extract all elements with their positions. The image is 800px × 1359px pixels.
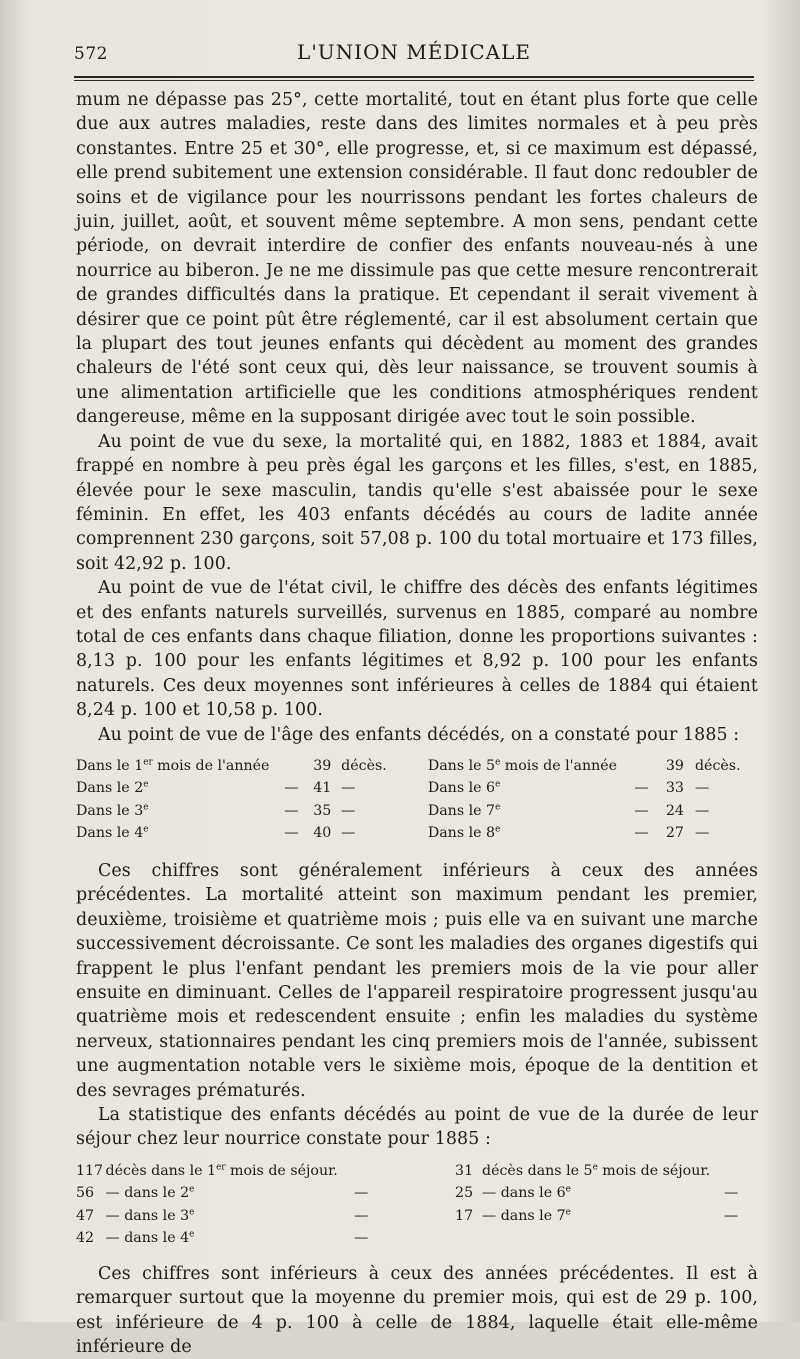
age-label-cell bbox=[428, 800, 617, 823]
deaths-count-cell bbox=[455, 1205, 482, 1228]
age-label-cell bbox=[76, 822, 269, 845]
ordinal-suffix: e bbox=[592, 1162, 598, 1173]
deaths-count-cell bbox=[666, 755, 695, 778]
header-rule bbox=[74, 76, 754, 78]
spacer-cell bbox=[385, 1160, 455, 1183]
deaths-unit: — bbox=[694, 825, 710, 842]
deaths-count: 40 bbox=[313, 825, 332, 842]
ditto-mark: — bbox=[634, 802, 649, 819]
ditto-cell bbox=[269, 755, 313, 778]
table-row bbox=[76, 1182, 752, 1205]
ditto-mark: — bbox=[354, 1207, 369, 1224]
deaths-unit: décès. bbox=[341, 757, 387, 774]
deaths-count-cell bbox=[666, 822, 695, 845]
ditto-cell bbox=[338, 1182, 385, 1205]
stay-label: — dans le 3 bbox=[105, 1207, 190, 1224]
month-label: Dans le 4 bbox=[76, 825, 144, 842]
deaths-count-cell bbox=[666, 777, 695, 800]
ditto-cell bbox=[617, 822, 666, 845]
month-label: Dans le 5 bbox=[427, 757, 496, 774]
age-label-cell bbox=[428, 822, 617, 845]
ditto-mark: — bbox=[354, 1185, 369, 1202]
stay-duration-table bbox=[76, 1160, 752, 1250]
unit-cell bbox=[695, 755, 752, 778]
deaths-count-cell bbox=[76, 1205, 106, 1228]
unit-cell bbox=[341, 755, 428, 778]
deaths-count: 31 bbox=[455, 1162, 474, 1179]
page-header bbox=[74, 40, 754, 70]
ordinal-suffix: e bbox=[495, 779, 501, 790]
deaths-count-cell bbox=[76, 1182, 106, 1205]
ditto-cell bbox=[617, 777, 666, 800]
ditto-mark: — bbox=[634, 780, 649, 797]
deaths-count: 33 bbox=[665, 780, 684, 797]
stay-label-cell bbox=[106, 1205, 338, 1228]
deaths-count-cell bbox=[455, 1182, 482, 1205]
ordinal-suffix: e bbox=[495, 757, 501, 768]
age-label-cell bbox=[76, 800, 269, 823]
stay-label: décès dans le 5 bbox=[482, 1162, 593, 1179]
ditto-cell bbox=[269, 800, 313, 823]
ordinal-suffix: er bbox=[216, 1162, 226, 1173]
deaths-count: 27 bbox=[665, 825, 684, 842]
month-label: Dans le 3 bbox=[76, 802, 144, 819]
ditto-mark: — bbox=[284, 780, 299, 797]
stay-label-cell bbox=[482, 1160, 710, 1183]
ordinal-suffix: e bbox=[143, 802, 149, 813]
stay-label-cell bbox=[106, 1182, 338, 1205]
ditto-cell bbox=[338, 1227, 385, 1250]
stay-label: — dans le 4 bbox=[105, 1230, 190, 1247]
deaths-count-cell bbox=[455, 1227, 482, 1250]
page-number: 572 bbox=[74, 44, 108, 64]
ditto-cell bbox=[710, 1205, 752, 1228]
table-row bbox=[76, 800, 752, 823]
ditto-mark: — bbox=[723, 1207, 739, 1224]
deaths-unit: — bbox=[341, 825, 356, 842]
stay-label-cell bbox=[482, 1182, 710, 1205]
month-label: Dans le 6 bbox=[427, 780, 496, 797]
deaths-count: 17 bbox=[455, 1207, 474, 1224]
ditto-mark: — bbox=[723, 1185, 739, 1202]
unit-cell bbox=[341, 800, 428, 823]
ditto-cell bbox=[269, 822, 313, 845]
ditto-cell bbox=[338, 1205, 385, 1228]
unit-cell bbox=[695, 777, 752, 800]
table-row bbox=[76, 1160, 752, 1183]
paragraph: mum ne dépasse pas 25°, cette mortalité, tout en étant plus forte que celle due aux autres maladies, reste dans des limites normales et à peu près constantes. Entre 25 et 30°, elle progresse, et, si ce maximum est dépassé, elle prend subitement une extension considérable. Il faut donc redoubler de soins et de vigilance pour les nourrissons pendant les fortes chaleurs de juin, juillet, août, et souvent même septembre. A mon sens, pendant cette période, on devrait interdire de confier des enfants nouveau-nés à une nourrice au biberon. Je ne me dissimule pas que cette mesure rencontrerait de grandes difficultés dans la pratique. Et cependant il serait vivement à désirer que ce point pût être réglementé, car il est absolument certain que la plupart des tout jeunes enfants qui décèdent au moment des grandes chaleurs de l'été sont ceux qui, dès leur naissance, se trouvent soumis à une alimentation artificielle que les conditions atmosphériques rendent dangereuse, même en la supposant dirigée avec tout le soin possible. bbox=[76, 90, 758, 428]
age-label-cell bbox=[428, 755, 617, 778]
deaths-count-cell bbox=[313, 800, 341, 823]
unit-cell bbox=[341, 777, 428, 800]
stay-label-cell bbox=[482, 1205, 710, 1228]
age-deaths-table bbox=[76, 755, 752, 845]
ditto-cell bbox=[617, 800, 666, 823]
ditto-mark: — bbox=[284, 825, 299, 842]
table-row bbox=[76, 777, 752, 800]
ordinal-suffix: e bbox=[565, 1207, 571, 1218]
ditto-mark: — bbox=[354, 1230, 369, 1247]
body-text bbox=[76, 88, 758, 1359]
deaths-count-cell bbox=[313, 777, 341, 800]
ditto-cell bbox=[338, 1160, 385, 1183]
deaths-count: 39 bbox=[313, 757, 332, 774]
deaths-unit: — bbox=[341, 802, 356, 819]
age-label-cell bbox=[76, 755, 269, 778]
deaths-count: 42 bbox=[76, 1230, 95, 1247]
deaths-count-cell bbox=[666, 800, 695, 823]
ditto-cell bbox=[617, 755, 666, 778]
ordinal-suffix: e bbox=[495, 824, 501, 835]
running-title: L'UNION MÉDICALE bbox=[297, 40, 531, 64]
deaths-count-cell bbox=[76, 1160, 106, 1183]
deaths-count: 117 bbox=[76, 1162, 104, 1179]
paragraph: La statistique des enfants décédés au point de vue de la durée de leur séjour chez leur nourrice constate pour 1885 : bbox=[76, 1105, 758, 1150]
deaths-unit: — bbox=[341, 780, 356, 797]
month-label: Dans le 7 bbox=[427, 802, 496, 819]
stay-label-cell bbox=[482, 1227, 710, 1250]
stay-label-cell bbox=[106, 1227, 338, 1250]
stay-label-suffix: mois de séjour. bbox=[225, 1162, 338, 1179]
deaths-count: 39 bbox=[665, 757, 684, 774]
table-row bbox=[76, 822, 752, 845]
stay-label-suffix: mois de séjour. bbox=[597, 1162, 711, 1179]
unit-cell bbox=[695, 822, 752, 845]
stay-label: décès dans le 1 bbox=[105, 1162, 217, 1179]
ordinal-suffix: e bbox=[189, 1229, 195, 1240]
table-row bbox=[76, 1227, 752, 1250]
deaths-unit: — bbox=[694, 780, 710, 797]
spacer-cell bbox=[385, 1205, 455, 1228]
deaths-count: 25 bbox=[455, 1185, 474, 1202]
unit-cell bbox=[341, 822, 428, 845]
age-label-cell bbox=[428, 777, 617, 800]
ordinal-suffix: e bbox=[143, 824, 149, 835]
paragraph: Au point de vue du sexe, la mortalité qui, en 1882, 1883 et 1884, avait frappé en nombre à peu près égal les garçons et les filles, s'est, en 1885, élevée pour le sexe masculin, tandis qu'elle s'est abaissée pour le sexe féminin. En effet, les 403 enfants décédés au cours de ladite année comprennent 230 garçons, soit 57,08 p. 100 du total mortuaire et 173 filles, soit 42,92 p. 100. bbox=[76, 431, 758, 574]
ordinal-suffix: e bbox=[143, 779, 149, 790]
ditto-mark: — bbox=[634, 825, 649, 842]
month-label-suffix: mois de l'année bbox=[152, 757, 270, 774]
month-label: Dans le 1 bbox=[76, 757, 144, 774]
ditto-cell bbox=[710, 1227, 752, 1250]
ditto-cell bbox=[269, 777, 313, 800]
stay-label: — dans le 6 bbox=[482, 1185, 566, 1202]
ordinal-suffix: e bbox=[189, 1207, 195, 1218]
paragraph: Ces chiffres sont inférieurs à ceux des années précédentes. Il est à remarquer surtout que la moyenne du premier mois, qui est de 29 p. 100, est inférieure de 4 p. 100 à celle de 1884, laquelle était elle-même inférieure de bbox=[76, 1263, 758, 1358]
month-label-suffix: mois de l'année bbox=[500, 757, 618, 774]
month-label: Dans le 2 bbox=[76, 780, 144, 797]
deaths-count: 47 bbox=[76, 1207, 95, 1224]
ordinal-suffix: er bbox=[143, 757, 153, 768]
month-label: Dans le 8 bbox=[427, 825, 496, 842]
paragraph: Au point de vue de l'état civil, le chiffre des décès des enfants légitimes et des enfants naturels surveillés, survenus en 1885, comparé au nombre total de ces enfants dans chaque filiation, donne les proportions suivantes : 8,13 p. 100 pour les enfants légitimes et 8,92 p. 100 pour les enfants naturels. Ces deux moyennes sont inférieures à celles de 1884 qui étaient 8,24 p. 100 et 10,58 p. 100. bbox=[76, 578, 758, 721]
deaths-count: 35 bbox=[313, 802, 332, 819]
ordinal-suffix: e bbox=[495, 802, 501, 813]
unit-cell bbox=[695, 800, 752, 823]
deaths-count: 56 bbox=[76, 1185, 95, 1202]
deaths-count-cell bbox=[313, 755, 341, 778]
deaths-count-cell bbox=[313, 822, 341, 845]
ditto-cell bbox=[710, 1182, 752, 1205]
deaths-count: 41 bbox=[313, 780, 332, 797]
ditto-mark: — bbox=[284, 802, 299, 819]
table-row bbox=[76, 755, 752, 778]
ordinal-suffix: e bbox=[189, 1184, 195, 1195]
stay-label-cell bbox=[106, 1160, 338, 1183]
table-row bbox=[76, 1205, 752, 1228]
ordinal-suffix: e bbox=[565, 1184, 571, 1195]
stay-label: — dans le 2 bbox=[105, 1185, 190, 1202]
stay-label: — dans le 7 bbox=[482, 1207, 566, 1224]
spacer-cell bbox=[385, 1182, 455, 1205]
deaths-unit: — bbox=[694, 802, 710, 819]
deaths-count-cell bbox=[455, 1160, 482, 1183]
paragraph: Au point de vue de l'âge des enfants décédés, on a constaté pour 1885 : bbox=[98, 724, 740, 745]
age-label-cell bbox=[76, 777, 269, 800]
paragraph: Ces chiffres sont généralement inférieurs à ceux des années précédentes. La mortalité atteint son maximum pendant les premier, deuxième, troisième et quatrième mois ; puis elle va en suivant une marche successivement décroissante. Ce sont les maladies des organes digestifs qui frappent le plus l'enfant pendant les premiers mois de la vie pour aller ensuite en diminuant. Celles de l'appareil respiratoire progressent jusqu'au quatrième mois et redescendent ensuite ; enfin les maladies du système nerveux, stationnaires pendant les cinq premiers mois de l'année, subissent une augmentation notable vers le sixième mois, époque de la dentition et des sevrages prématurés. bbox=[76, 860, 758, 1101]
spacer-cell bbox=[385, 1227, 455, 1250]
deaths-unit: décès. bbox=[694, 757, 741, 774]
ditto-cell bbox=[710, 1160, 752, 1183]
deaths-count-cell bbox=[76, 1227, 106, 1250]
deaths-count: 24 bbox=[665, 802, 684, 819]
